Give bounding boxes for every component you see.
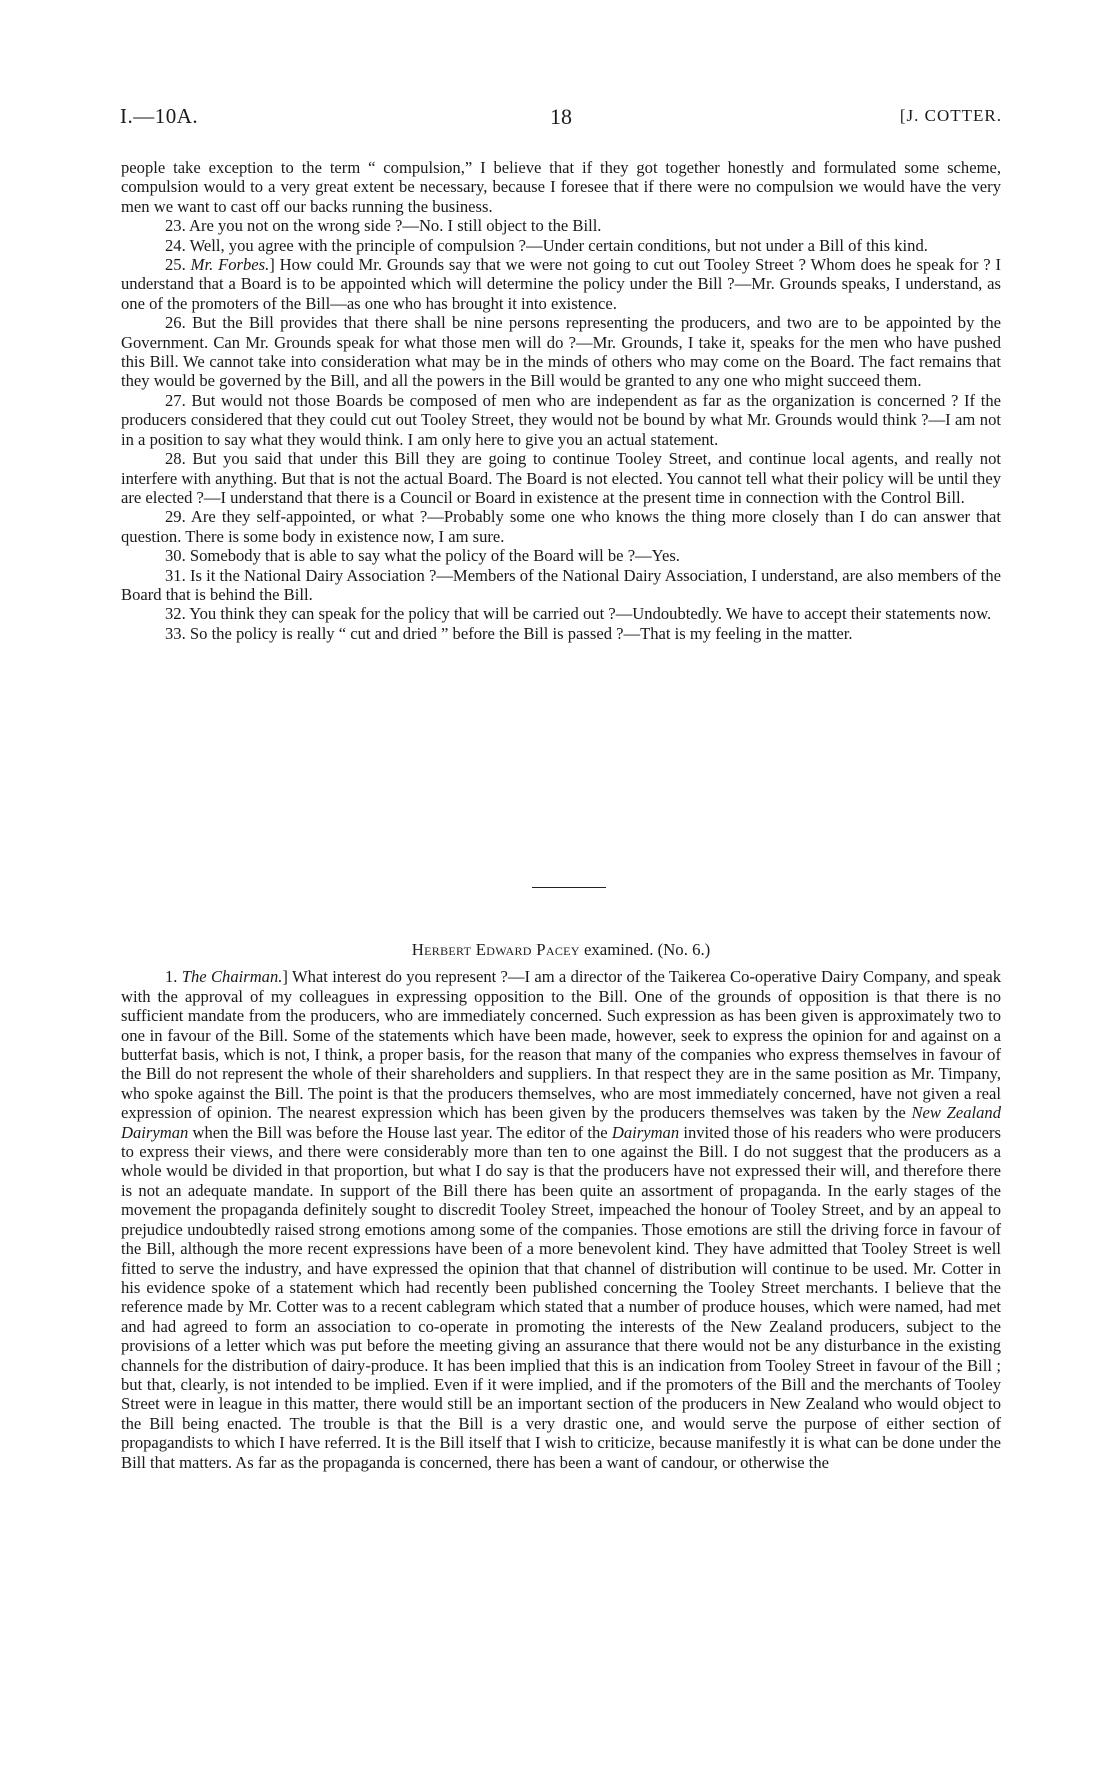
question-1 — [121, 967, 1001, 1472]
page-header — [120, 104, 1002, 130]
answer-text: when the Bill was before the House last year. The editor of the — [192, 1122, 608, 1142]
question-24: 24. Well, you agree with the principle of compulsion ?—Under certain conditions, but not under a Bill of this kind. — [165, 235, 928, 255]
question-27: 27. But would not those Boards be composed of men who are independent as far as the organization is concerned ? If the producers considered that they could cut out Tooley Street, they would not be bound by what Mr. Grounds would think ?—I am not in a position to say what they would think. I am only here to give you an actual statement. — [121, 390, 1001, 449]
publication-title: New Zealand Dairyman — [121, 1103, 1002, 1142]
question-29: 29. Are they self-appointed, or what ?—Probably some one who knows the thing more closely than I do can answer that question. There is some body in existence now, I am sure. — [121, 507, 1001, 546]
question-23: 23. Are you not on the wrong side ?—No. I still object to the Bill. — [165, 216, 602, 236]
question-25 — [121, 255, 1001, 313]
witness-name: Herbert Edward Pacey — [411, 940, 580, 959]
answer-text: invited those of his readers who were producers to express their views, and there were considerably more than ten to one against the Bill. I do not suggest that the producers as a whole would be divided in that proportion, but what I do say is that the producers have not expressed their will, and therefore there is not an adequate mandate. In support of the Bill there has been quite an assortment of propaganda. In the early stages of the movement the propaganda definitely sought to discredit Tooley Street, impeached the honour of Tooley Street, and by an appeal to prejudice undoubtedly raised strong emotions among some of the companies. Those emotions are still the driving force in favour of the Bill, although the more recent expressions have been of a more benevolent kind. They have admitted that Tooley Street is well fitted to serve the industry, and have expressed the opinion that that channel of distribution will continue to be used. Mr. Cotter in his evidence spoke of a statement which had recently been published concerning the Tooley Street merchants. I believe that the reference made by Mr. Cotter was to a recent cablegram which stated that a number of produce houses, which were named, had met and had agreed to form an association to co-operate in promoting the interests of the New Zealand producers, subject to the provisions of a letter which was put before the meeting giving an assurance that there would not be any disturbance in the existing channels for the distribution of dairy-produce. It has been implied that this is an indication from Tooley Street in favour of the Bill ; but that, clearly, is not intended to be implied. Even if it were implied, and if the promoters of the Bill and the merchants of Tooley Street were in league in this matter, there would still be an important section of the producers in New Zealand who would object to the Bill being enacted. The trouble is that the Bill is a very drastic one, and would serve the purpose of either section of propagandists to which I have referred. It is the Bill itself that I wish to criticize, because manifestly it is what can be done under the Bill that matters. As far as the propaganda is concerned, there has been a want of candour, or otherwise the — [121, 1122, 1002, 1472]
question-number: 1. — [165, 967, 178, 987]
question-number: 25. — [165, 255, 186, 275]
question-32: 32. You think they can speak for the policy that will be carried out ?—Undoubtedly. We have to accept their statements now. — [165, 604, 992, 624]
witness-running-head: [J. COTTER. — [899, 106, 1002, 125]
question-26: 26. But the Bill provides that there shall be nine persons representing the producers, and two are to be appointed by the Government. Can Mr. Grounds speak for what those men will do ?—Mr. Grounds, I take it, speaks for the men who have pushed this Bill. We cannot take into consideration what may be in the minds of others who may come on the Board. The fact remains that they would be governed by the Bill, and all the powers in the Bill would be granted to any one who might succeed them. — [121, 313, 1001, 391]
speaker-name: Mr. Forbes. — [190, 255, 270, 275]
continuation-paragraph: people take exception to the term “ compulsion,” I believe that if they got together honestly and formulated some scheme, compulsion would to a very great extent be necessary, because I foresee that if there were no compulsion we would have the very men we want to cast off our backs running the business. — [121, 158, 1001, 216]
answer-text: ] What interest do you represent ?—I am a director of the Taikerea Co-operative Dairy Company, and speak with the approval of my colleagues in expressing opposition to the Bill. One of the grounds of opposition is that there is no sufficient mandate from the producers, who are immediately concerned. Such expression as has been given is approximately two to one in favour of the Bill. Some of the statements which have been made, however, seek to express the opinion for and against on a butterfat basis, which is not, I think, a proper basis, for the reason that many of the companies who express themselves in favour of the Bill do not represent the whole of their shareholders and suppliers. In that respect they are in the same position as Mr. Timpany, who spoke against the Bill. The point is that the producers themselves, who are most immediately concerned, have not given a real expression of opinion. The nearest expression which has been given by the producers themselves was taken by the — [121, 967, 1001, 1123]
witness-heading — [121, 940, 1001, 959]
publication-title: Dairyman — [611, 1122, 680, 1142]
page-number: 18 — [550, 104, 572, 129]
question-30: 30. Somebody that is able to say what the policy of the Board will be ?—Yes. — [165, 546, 680, 566]
speaker-name: The Chairman. — [181, 967, 283, 987]
examined-label: examined. (No. 6.) — [583, 940, 711, 959]
question-text: ] How could Mr. Grounds say that we were not going to cut out Tooley Street ? Whom does he speak for ? I understand that a Board is to be appointed which will determine the policy under the Bill ?—Mr. Grounds speaks, I understand, as one of the promoters of the Bill—as one who has brought it into existence. — [121, 255, 1001, 313]
evidence-pacey — [121, 940, 1001, 1472]
question-31: 31. Is it the National Dairy Association ?—Members of the National Dairy Association, I understand, are also members of the Board that is behind the Bill. — [121, 565, 1001, 604]
section-divider — [532, 887, 606, 888]
question-28: 28. But you said that under this Bill they are going to continue Tooley Street, and continue local agents, and really not interfere with anything. But that is not the actual Board. The Board is not elected. You cannot tell what their policy will be until they are elected ?—I understand that there is a Council or Board in existence at the present time in connection with the Control Bill. — [121, 449, 1001, 507]
question-33: 33. So the policy is really “ cut and dried ” before the Bill is passed ?—That is my feeling in the matter. — [165, 623, 853, 643]
paper-reference: I.—10A. — [120, 104, 199, 128]
evidence-cotter-continued — [121, 158, 1001, 643]
